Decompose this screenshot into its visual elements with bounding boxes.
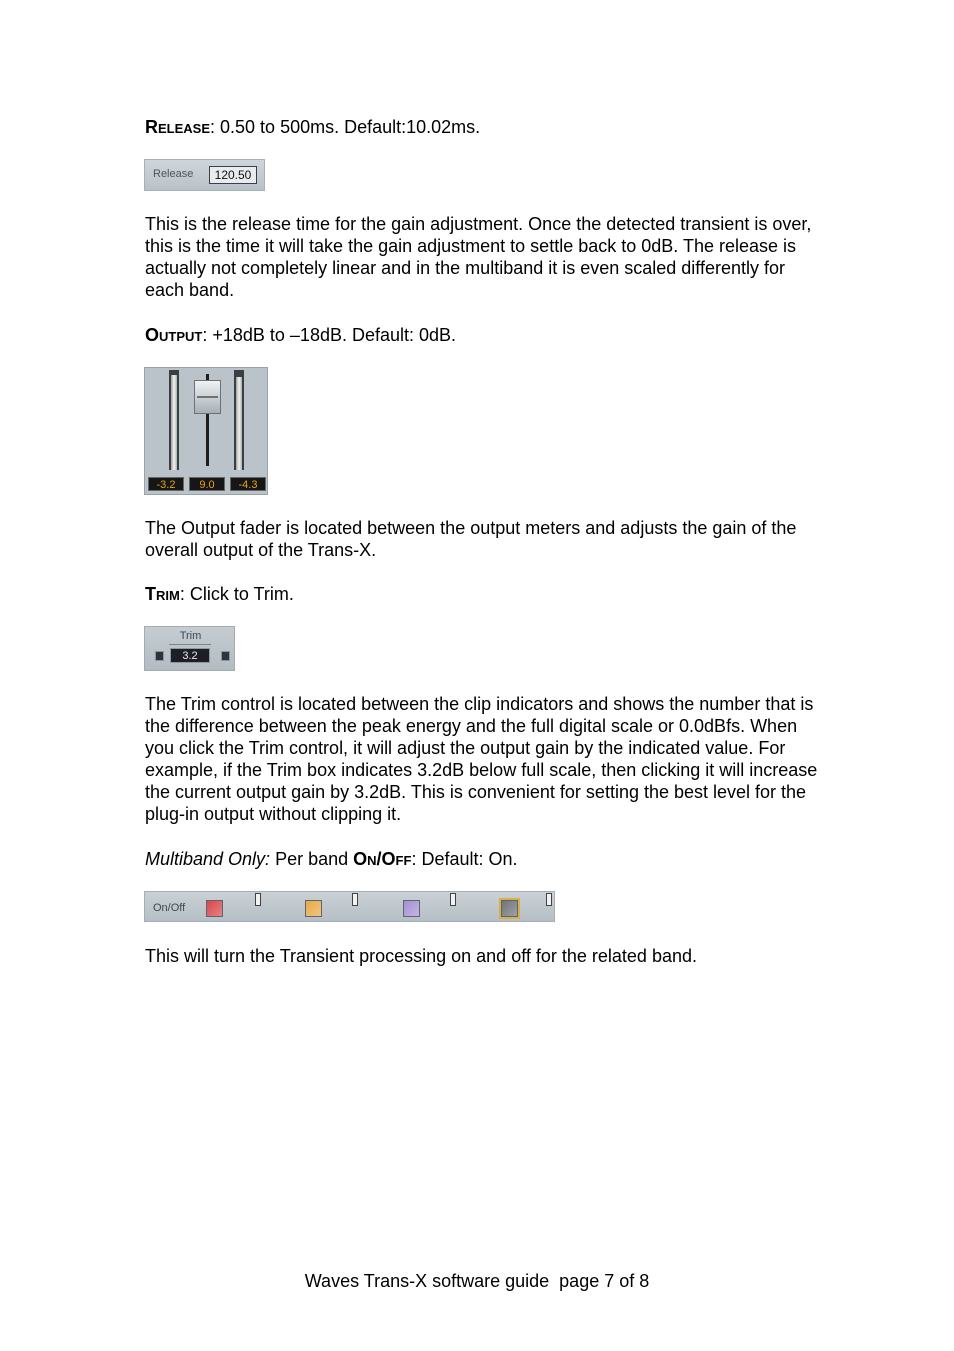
band-1-indicator [255,893,261,906]
trim-label: Trim [179,630,202,642]
page-footer: Waves Trans-X software guide page 7 of 8 [304,1271,650,1291]
release-control-label: Release [153,168,194,180]
trim-heading [145,583,294,607]
band-2-indicator [352,893,358,906]
band-1-onoff-button[interactable] [206,900,223,917]
output-meter-right [234,370,244,470]
meter-left-fill [171,375,177,470]
meter-right-readout: -4.3 [230,477,266,491]
output-title: OUTPUT [145,325,203,345]
onoff-title: ON/OFF [353,849,412,869]
release-heading [145,116,480,140]
output-meter-left [169,370,179,470]
output-description: The Output fader is located between the output meters and adjusts the gain of the overall output of the Trans-X. [145,518,797,560]
band-3-indicator [450,893,456,906]
trim-instruction: : Click to Trim. [179,584,294,604]
clip-indicator-right [221,651,230,661]
release-control[interactable] [144,159,265,191]
trim-button[interactable]: 3.2 [170,648,210,663]
band-2-onoff-button[interactable] [305,900,322,917]
onoff-control-strip [144,891,555,922]
clip-indicator-left [155,651,164,661]
output-heading [145,324,456,348]
trim-title: TRIM [145,584,180,604]
release-description: This is the release time for the gain adjustment. Once the detected transient is over, this is the time it will take the gain adjustment to settle back to 0dB. The release is actually not completely linear and in the multiband it is even scaled differently for each band. [145,214,812,300]
onoff-label: On/Off [153,902,186,914]
per-band-text: Per band [270,849,354,869]
release-value-field[interactable]: 120.50 [209,166,257,184]
meter-left-readout: -3.2 [148,477,184,491]
onoff-description: This will turn the Transient processing on and off for the related band. [145,946,697,966]
output-control [144,367,268,495]
trim-divider [169,644,211,645]
trim-description: The Trim control is located between the clip indicators and shows the number that is the difference between the peak energy and the full digital scale or 0.0dBfs. When you click the Trim control, it will adjust the output gain by the indicated value. For example, if the Trim box indicates 3.2dB below full scale, then clicking it will increase the current output gain by 3.2dB. This is convenient for setting the best level for the plug-in output without clipping it. [145,694,818,824]
release-title: RELEASE [145,117,211,137]
output-fader-handle[interactable] [194,380,221,414]
output-range: : +18dB to –18dB. Default: 0dB. [202,325,457,345]
release-range: : 0.50 to 500ms. Default:10.02ms. [210,117,481,137]
onoff-heading [145,848,518,872]
band-3-onoff-button[interactable] [403,900,420,917]
fader-readout: 9.0 [189,477,225,491]
multiband-only-note: Multiband Only: [145,849,271,869]
meter-right-fill [236,377,242,470]
trim-control [144,626,235,671]
band-4-indicator [546,893,552,906]
onoff-default: : Default: On. [411,849,518,869]
band-4-onoff-button[interactable] [501,900,518,917]
